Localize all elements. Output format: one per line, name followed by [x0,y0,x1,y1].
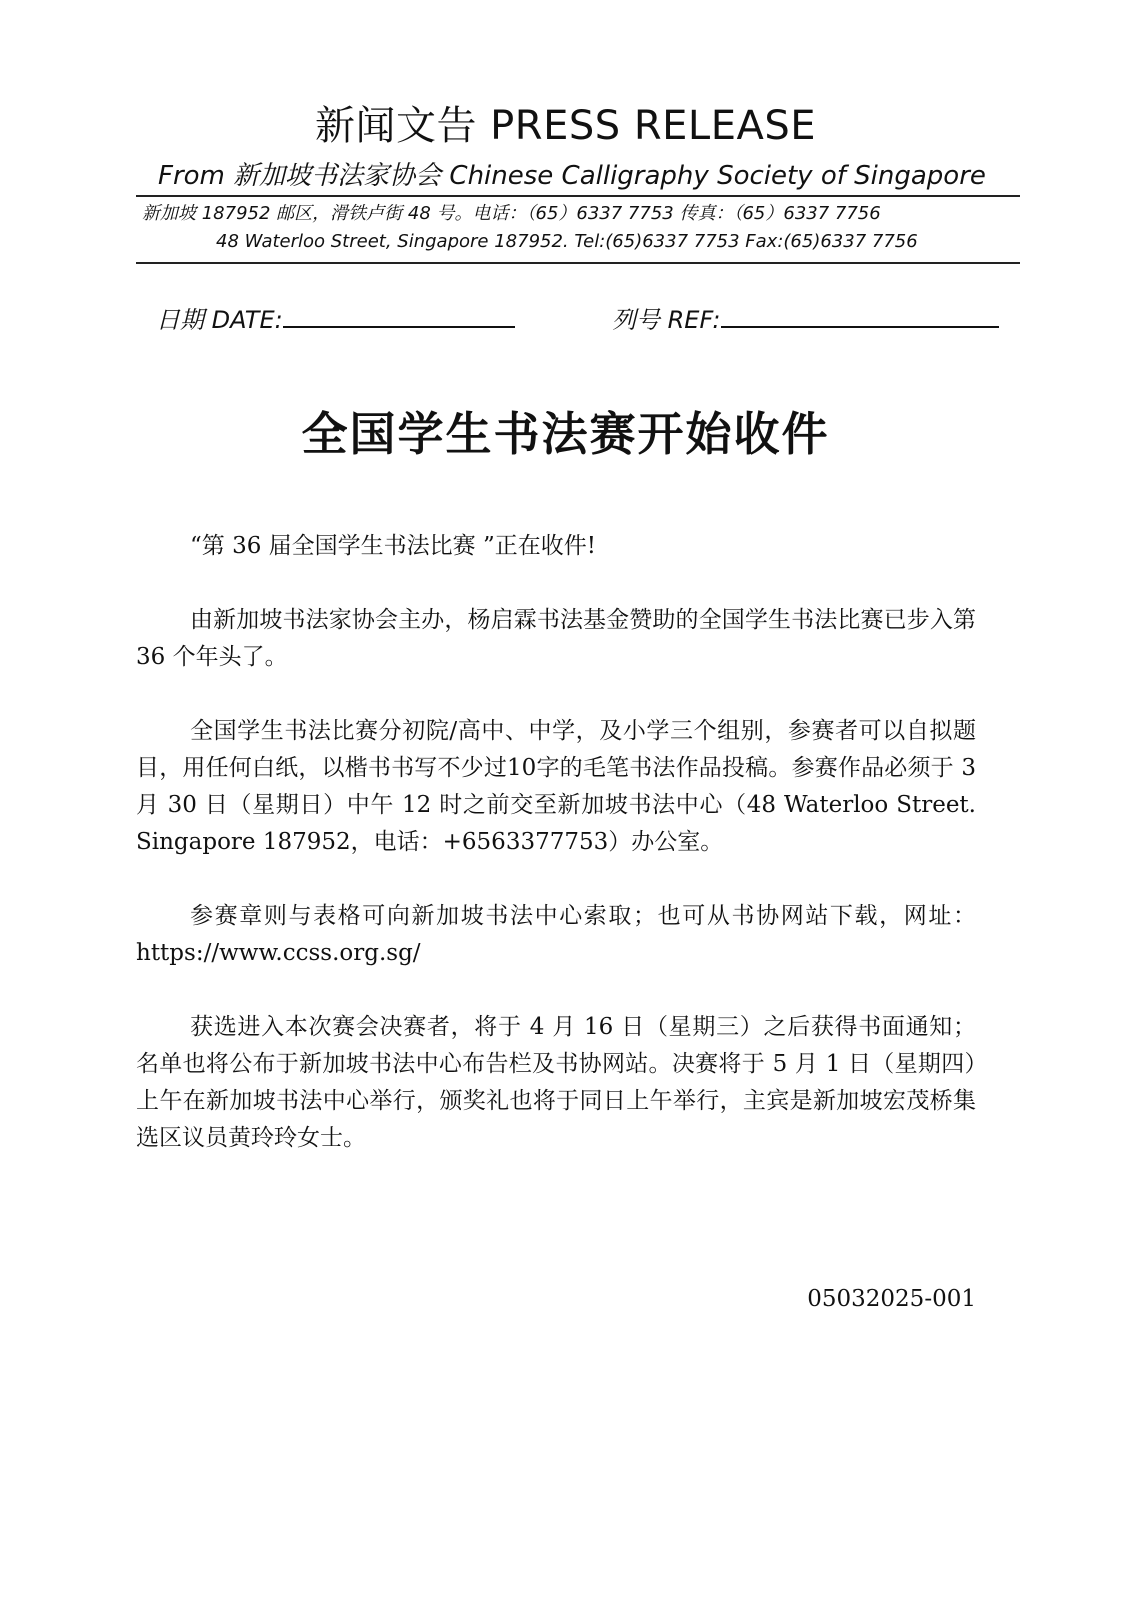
paragraph-organizer: 由新加坡书法家协会主办，杨启霖书法基金赞助的全国学生书法比赛已步入第 36 个年头了。 [136,607,976,670]
paragraph-forms: 参赛章则与表格可向新加坡书法中心索取；也可从书协网站下载，网址：https://www.ccss.org.sg/ [136,903,976,966]
header-top-rule [136,195,1020,197]
document-reference-number: 05032025-001 [807,1286,976,1312]
date-field [156,300,515,337]
date-blank-line [283,300,515,328]
paragraph-announcement: “第 36 届全国学生书法比赛 ”正在收件! [190,533,596,559]
reference-label: 列号 REF: [612,306,721,334]
article-body [136,528,976,1194]
reference-blank-line [721,300,999,328]
press-release-title: 新闻文告 PRESS RELEASE [314,103,817,149]
headline: 全国学生书法赛开始收件 [301,407,830,461]
paragraph-categories: 全国学生书法比赛分初院/高中、中学，及小学三个组别，参赛者可以自拟题目，用任何白纸，以楷书书写不少过10字的毛笔书法作品投稿。参赛作品必须于 3 月 30 日（星期日）中午 12 时之前交至新加坡书法中心（48 Waterloo Street. Singapore 187952，电话：+6563377753）办公室。 [136,718,976,855]
reference-field [612,300,999,337]
address-english: 48 Waterloo Street, Singapore 187952. Tel:(65)6337 7753 Fax:(65)6337 7756 [216,231,918,252]
address-chinese: 新加坡 187952 邮区，滑铁卢街 48 号。电话：（65）6337 7753 传真：（65）6337 7756 [142,203,881,224]
address-block [136,200,1020,262]
paragraph-finals: 获选进入本次赛会决赛者，将于 4 月 16 日（星期三）之后获得书面通知；名单也将公布于新加坡书法中心布告栏及书协网站。决赛将于 5 月 1 日（星期四）上午在新加坡书法中心举行，颁奖礼也将于同日上午举行，主宾是新加坡宏茂桥集选区议员黄玲玲女士。 [136,1014,976,1151]
header-bottom-rule [136,262,1020,264]
organization-line: From 新加坡书法家协会 Chinese Calligraphy Society of Singapore [158,161,986,191]
date-label: 日期 DATE: [156,306,283,334]
